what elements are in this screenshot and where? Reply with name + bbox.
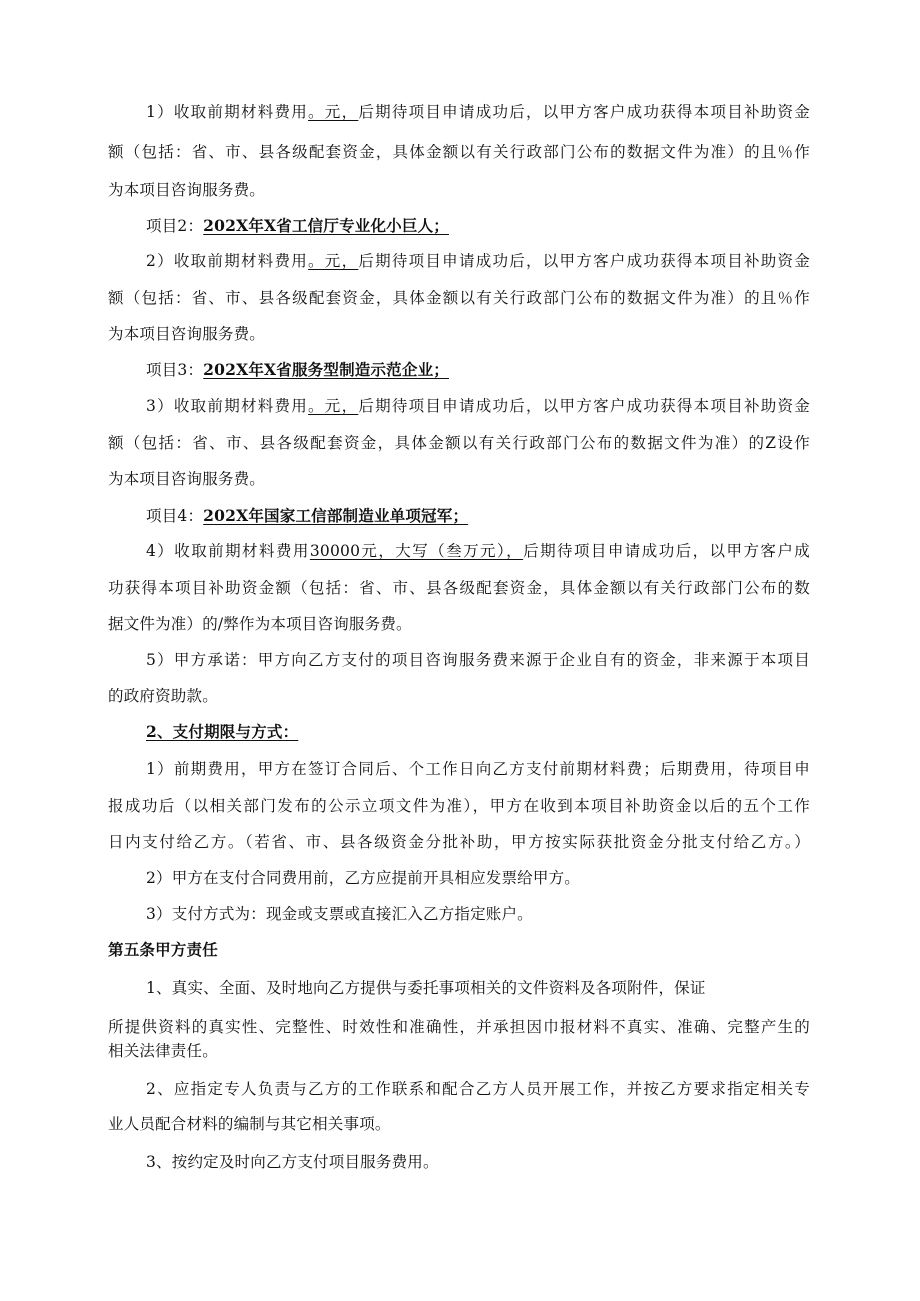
line-text: 2、应指定专人负责与乙方的工作联系和配合乙方人员开展工作，并按乙方要求指定相关专 [146, 1080, 810, 1098]
line-text: 3）收取前期材料费用 [146, 397, 309, 415]
section-heading [146, 722, 298, 742]
paragraph-line [146, 650, 810, 670]
underlined-amount: 。元， [308, 252, 359, 270]
paragraph-line [146, 1152, 439, 1172]
line-text: 后期待项目申请成功后，以甲方客户成功获得本项目补助资金 [358, 397, 810, 415]
paragraph-line [146, 868, 580, 888]
paragraph-line [146, 904, 533, 924]
line-text: 3）支付方式为：现金或支票或直接汇入乙方指定账户。 [146, 905, 533, 923]
line-text: 4）收取前期材料费用 [146, 542, 310, 560]
paragraph-line [108, 578, 810, 598]
line-text: 功获得本项目补助资金额（包括：省、市、县各级配套资金，具体金额以有关行政部门公布的数 [108, 579, 810, 597]
line-text: 报成功后（以相关部门发布的公示立项文件为准），甲方在收到本项目补助资金以后的五个工作 [108, 797, 810, 815]
paragraph-line [146, 759, 810, 779]
line-text: 后期待项目申请成功后，以甲方客户成功获得本项目补助资金 [358, 252, 810, 270]
paragraph-line [108, 142, 810, 162]
article-heading [108, 940, 218, 960]
line-text: 3、按约定及时向乙方支付项目服务费用。 [146, 1153, 439, 1171]
paragraph-line [108, 433, 810, 453]
line-text: 5）甲方承诺：甲方向乙方支付的项目咨询服务费来源于企业自有的资金，非来源于本项目 [146, 651, 810, 669]
project-heading [146, 506, 468, 526]
project-label: 项目2： [146, 217, 204, 235]
line-text: 后期待项目申请成功后，以甲方客户成 [523, 542, 810, 560]
paragraph-line [108, 1017, 810, 1037]
line-text: 额（包括：省、市、县各级配套资金，具体金额以有关行政部门公布的数据文件为准）的Z设作 [108, 434, 810, 452]
paragraph-line [108, 324, 265, 344]
line-text: 1）收取前期材料费用 [146, 103, 309, 121]
project-label: 项目4： [146, 507, 204, 525]
underlined-amount: 30000元，大写（叁万元）， [309, 542, 524, 560]
paragraph-line [108, 1114, 391, 1134]
paragraph-line [108, 180, 265, 200]
paragraph-line [108, 832, 810, 852]
line-text: 为本项目咨询服务费。 [108, 470, 266, 488]
paragraph-line [146, 978, 706, 998]
paragraph-line [146, 541, 810, 561]
underlined-amount: 。元， [308, 397, 359, 415]
paragraph-line [108, 796, 810, 816]
line-text: 后期待项目申请成功后，以甲方客户成功获得本项目补助资金 [358, 103, 810, 121]
line-text: 业人员配合材料的编制与其它相关事项。 [108, 1115, 391, 1133]
paragraph-line [108, 469, 265, 489]
line-text: 为本项目咨询服务费。 [108, 325, 266, 343]
project-title: 202X年X省工信厅专业化小巨人； [203, 216, 449, 235]
paragraph-line [108, 1041, 218, 1061]
line-text: 额（包括：省、市、县各级配套资金，具体金额以有关行政部门公布的数据文件为准）的且％作 [108, 289, 810, 307]
paragraph-line [108, 614, 412, 634]
project-heading [146, 216, 449, 236]
project-heading [146, 360, 449, 380]
line-text: 为本项目咨询服务费。 [108, 181, 266, 199]
line-text: 相关法律责任。 [108, 1042, 218, 1060]
line-text: 据文件为准）的/弊作为本项目咨询服务费。 [108, 615, 412, 633]
line-text: 的政府资助款。 [108, 687, 218, 705]
paragraph-line [108, 288, 810, 308]
paragraph-line [146, 1079, 810, 1099]
line-text: 1、真实、全面、及时地向乙方提供与委托事项相关的文件资料及各项附件，保证 [146, 979, 706, 997]
paragraph-line [108, 686, 218, 706]
underlined-amount: 。元， [308, 103, 359, 121]
line-text: 2）甲方在支付合同费用前，乙方应提前开具相应发票给甲方。 [146, 869, 580, 887]
project-title: 202X年X省服务型制造示范企业； [203, 360, 449, 379]
project-title: 202X年国家工信部制造业单项冠军； [203, 506, 469, 525]
section-title: 2、支付期限与方式： [146, 722, 299, 741]
line-text: 额（包括：省、市、县各级配套资金，具体金额以有关行政部门公布的数据文件为准）的且％作 [108, 143, 810, 161]
line-text: 所提供资料的真实性、完整性、时效性和准确性，并承担因巾报材料不真实、准确、完整产生的 [108, 1018, 810, 1036]
line-text: 2）收取前期材料费用 [146, 252, 309, 270]
line-text: 日内支付给乙方。（若省、市、县各级资金分批补助，甲方按实际获批资金分批支付给乙方。） [108, 833, 810, 851]
article-title: 第五条甲方责任 [108, 940, 218, 959]
paragraph-line [146, 396, 810, 416]
paragraph-line [146, 102, 810, 122]
line-text: 1）前期费用，甲方在签订合同后、个工作日向乙方支付前期材料费；后期费用，待项目申 [146, 760, 810, 778]
paragraph-line [146, 251, 810, 271]
project-label: 项目3： [146, 361, 204, 379]
